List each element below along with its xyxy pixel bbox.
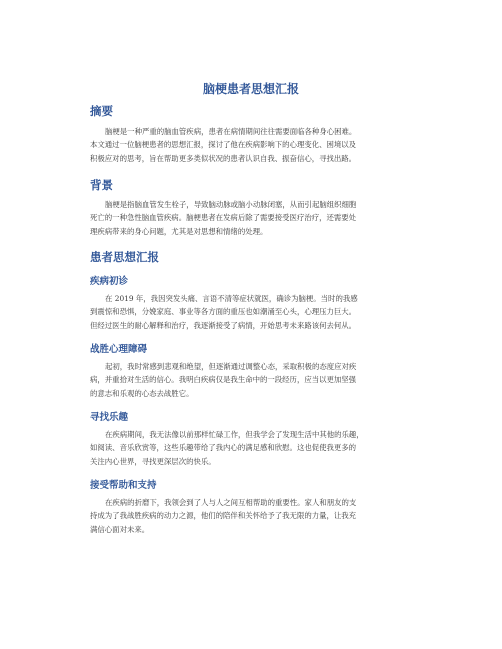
paragraph-line: 脑梗是一种严重的脑血管疾病，患者在病情期间往往需要面临各种身心困难。	[105, 127, 357, 136]
section-heading-background: 背景	[90, 178, 113, 192]
paragraph-line: 积极应对的思考，旨在帮助更多类似状况的患者认识自我、振奋信心，寻找出路。	[90, 153, 357, 163]
finding-joy-paragraph	[90, 428, 410, 468]
paragraph-line: 死亡的一种急性脑血管疾病。脑梗患者在发病后除了需要接受医疗治疗，还需要处	[90, 213, 357, 223]
paragraph-line: 在疾病的折磨下，我领会到了人与人之间互相帮助的重要性。家人和朋友的支	[105, 498, 357, 507]
subsection-heading-support: 接受帮助和支持	[90, 480, 157, 491]
paragraph-line: 病，并重拾对生活的信心。我明白疾病仅是我生命中的一段经历，应当以更加坚强	[90, 375, 357, 385]
document-title: 脑梗患者思想汇报	[202, 82, 299, 96]
paragraph-line: 满信心面对未来。	[90, 524, 150, 534]
paragraph-line: 脑梗是指脑血管发生栓子，导致脑动脉或脑小动脉闭塞，从而引起脑组织细胞	[105, 200, 357, 209]
paragraph-line: 到震惊和恐惧，分娩家庭、事业等各方面的重压也如潮涌至心头，心理压力巨大。	[90, 307, 357, 317]
section-heading-abstract: 摘要	[90, 104, 113, 118]
support-paragraph	[90, 496, 410, 536]
section-heading-patient-report: 患者思想汇报	[90, 250, 159, 264]
subsection-heading-diagnosis: 疾病初诊	[90, 276, 129, 287]
diagnosis-paragraph	[90, 292, 410, 332]
subsection-heading-overcoming: 战胜心理障碍	[90, 344, 148, 355]
paragraph-line: 的意志和乐观的心态去战胜它。	[90, 388, 194, 398]
paragraph-line: 在 2019 年，我因突发头痛、言语不清等症状就医，确诊为脑梗。当时的我感	[105, 294, 358, 303]
background-paragraph	[90, 198, 410, 238]
overcoming-paragraph	[90, 360, 410, 400]
paragraph-line: 理疾病带来的身心问题，尤其是对思想和情绪的处理。	[90, 226, 268, 236]
paragraph-line: 如阅读、音乐欣赏等，这些乐趣带给了我内心的满足感和欣慰。这也促使我更多的	[90, 443, 357, 453]
paragraph-line: 持成为了我战胜疾病的动力之源，他们的陪伴和关怀给予了我无限的力量，让我充	[90, 511, 357, 521]
abstract-paragraph	[90, 125, 410, 165]
paragraph-line: 在疾病期间，我无法像以前那样忙碌工作，但我学会了发现生活中其他的乐趣，	[105, 430, 364, 439]
paragraph-line: 但经过医生的耐心解释和治疗，我逐渐接受了病情，开始思考未来路该何去何从。	[90, 320, 357, 330]
subsection-heading-finding-joy: 寻找乐趣	[90, 412, 129, 423]
paragraph-line: 本文通过一位脑梗患者的思想汇报，探讨了他在疾病影响下的心理变化、困境以及	[90, 140, 357, 150]
paragraph-line: 起初，我时常感到悲观和绝望，但逐渐通过调整心态，采取积极的态度应对疾	[105, 362, 357, 371]
paragraph-line: 关注内心世界，寻找更深层次的快乐。	[90, 456, 216, 466]
